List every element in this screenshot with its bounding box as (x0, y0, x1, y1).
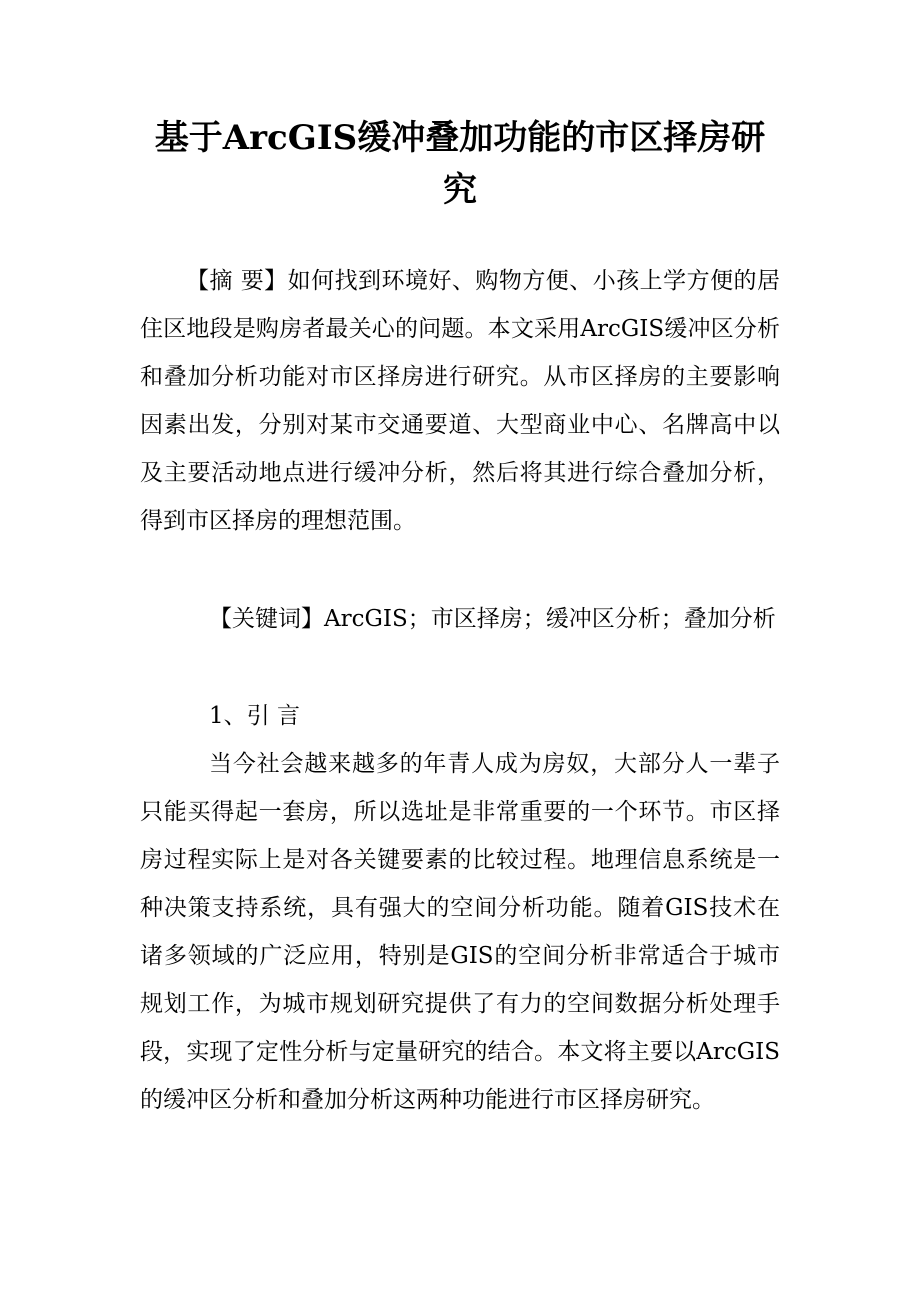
document-title: 基于ArcGIS缓冲叠加功能的市区择房研究 (154, 118, 766, 210)
abstract-paragraph: 【摘 要】如何找到环境好、购物方便、小孩上学方便的居住区地段是购房者最关心的问题。本文采用ArcGIS缓冲区分析和叠加分析功能对市区择房进行研究。从市区择房的主要影响因素出发，分别对某市交通要道、大型商业中心、名牌高中以及主要活动地点进行缓冲分析，然后将其进行综合叠加分析，得到市区择房的理想范围。 (140, 268, 780, 534)
section-heading: 1、引 言 (209, 703, 300, 729)
intro-paragraph: 当今社会越来越多的年青人成为房奴，大部分人一辈子只能买得起一套房，所以选址是非常重要的一个环节。市区择房过程实际上是对各关键要素的比较过程。地理信息系统是一种决策支持系统，具有强大的空间分析功能。随着GIS技术在诸多领域的广泛应用，特别是GIS的空间分析非常适合于城市规划工作，为城市规划研究提供了有力的空间数据分析处理手段，实现了定性分析与定量研究的结合。本文将主要以ArcGIS的缓冲区分析和叠加分析这两种功能进行市区择房研究。 (140, 751, 780, 1113)
keywords-paragraph: 【关键词】ArcGIS；市区择房；缓冲区分析；叠加分析 (209, 606, 776, 632)
